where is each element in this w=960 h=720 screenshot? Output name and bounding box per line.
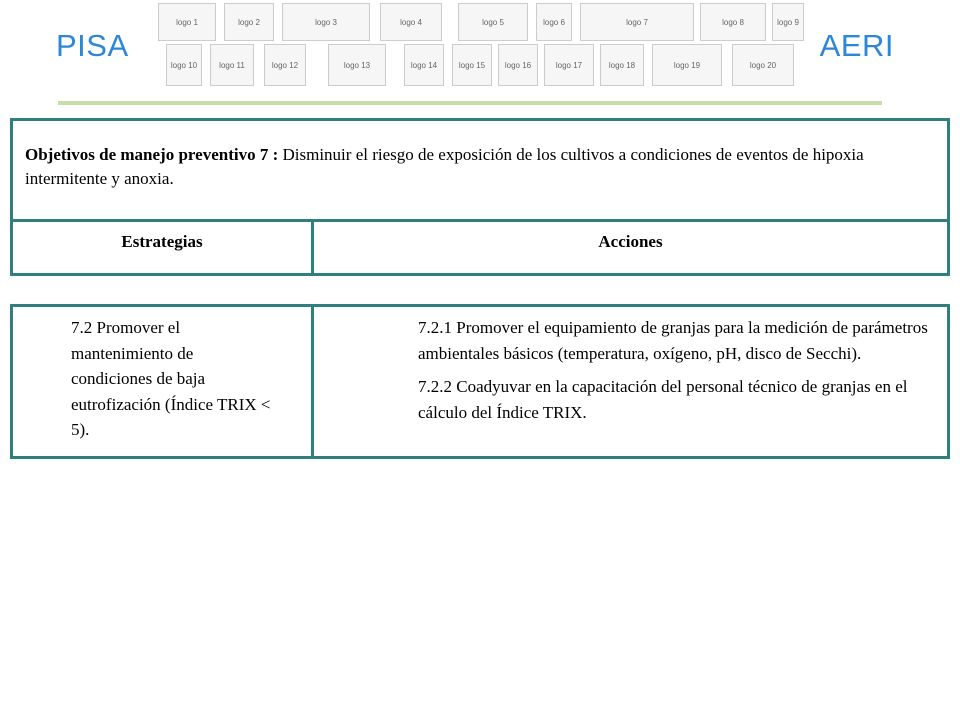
partner-logo-13: logo 13 (328, 44, 386, 86)
partner-logo-8: logo 8 (700, 3, 766, 41)
column-header-actions: Acciones (598, 232, 663, 251)
partner-logo-17: logo 17 (544, 44, 594, 86)
logo-strip (0, 0, 960, 90)
partner-logo-1: logo 1 (158, 3, 216, 41)
partner-logo-10: logo 10 (166, 44, 202, 86)
column-header-strategies: Estrategias (13, 222, 314, 273)
table-header-row (10, 219, 950, 276)
partner-logo-15: logo 15 (452, 44, 492, 86)
brand-right-label: AERI (819, 28, 894, 63)
table-body-row (10, 304, 950, 459)
actions-cell (314, 307, 947, 456)
partner-logo-12: logo 12 (264, 44, 306, 86)
partner-logo-6: logo 6 (536, 3, 572, 41)
partner-logo-7: logo 7 (580, 3, 694, 41)
objective-body: Disminuir el riesgo de exposición de los cultivos a condiciones de eventos de hipoxia intermitente y anoxia. (25, 145, 864, 188)
action-item: 7.2.2 Coadyuvar en la capacitación del personal técnico de granjas en el cálculo del Índice TRIX. (418, 377, 908, 422)
objective-text (25, 143, 935, 191)
partner-logo-5: logo 5 (458, 3, 528, 41)
partner-logo-19: logo 19 (652, 44, 722, 86)
partner-logo-11: logo 11 (210, 44, 254, 86)
brand-left-label: PISA (56, 28, 129, 63)
partner-logo-9: logo 9 (772, 3, 804, 41)
objective-box (10, 118, 950, 222)
partner-logo-2: logo 2 (224, 3, 274, 41)
partner-logo-18: logo 18 (600, 44, 644, 86)
header-divider (58, 101, 882, 105)
action-item: 7.2.1 Promover el equipamiento de granjas para la medición de parámetros ambientales básicos (temperatura, oxígeno, pH, disco de Secchi). (418, 318, 928, 363)
objective-label: Objetivos de manejo preventivo 7 : (25, 145, 279, 164)
partner-logo-4: logo 4 (380, 3, 442, 41)
partner-logo-16: logo 16 (498, 44, 538, 86)
partner-logo-20: logo 20 (732, 44, 794, 86)
strategy-cell: 7.2 Promover el mantenimiento de condiciones de baja eutrofización (Índice TRIX < 5). (13, 307, 314, 456)
partner-logo-14: logo 14 (404, 44, 444, 86)
partner-logo-3: logo 3 (282, 3, 370, 41)
